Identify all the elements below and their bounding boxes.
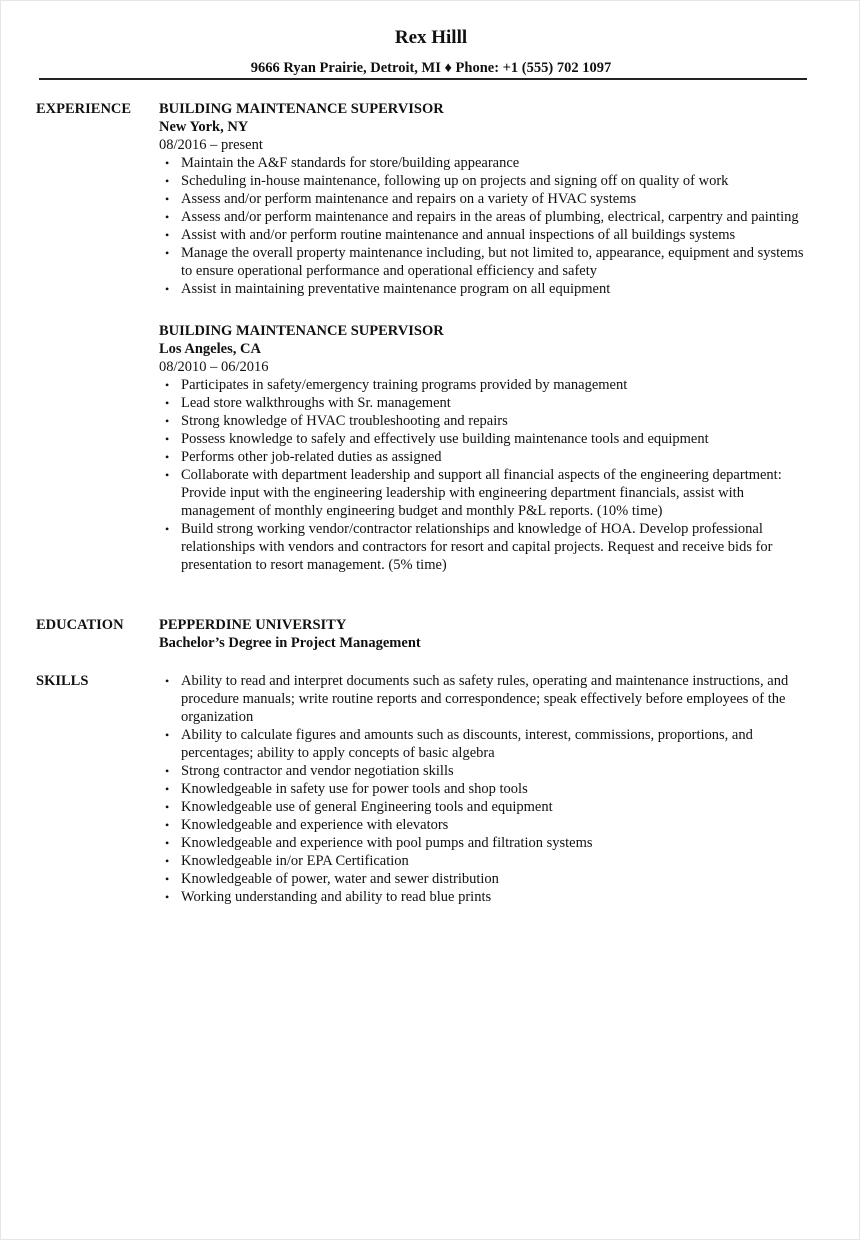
list-item: • Ability to read and interpret documents such as safety rules, operating and maintenance instructions, and procedure manuals; write routine reports and correspondence; speak effectively before employees of the organization [159,672,809,726]
job-bullets [159,376,809,574]
education-body [159,616,809,652]
degree: Bachelor’s Degree in Project Management [159,635,421,651]
list-item: • Possess knowledge to safely and effectively use building maintenance tools and equipment [159,430,809,448]
list-item: • Ability to calculate figures and amounts such as discounts, interest, commissions, proportions, and percentages; ability to apply concepts of basic algebra [159,726,809,762]
job-bullets [159,154,809,298]
skills-list [159,672,809,906]
header-divider [39,78,807,80]
list-item: • Strong knowledge of HVAC troubleshooting and repairs [159,412,809,430]
list-item: • Maintain the A&F standards for store/building appearance [159,154,809,172]
school-name: PEPPERDINE UNIVERSITY [159,617,347,633]
job-entry [159,100,809,298]
list-item: • Knowledgeable in safety use for power tools and shop tools [159,780,809,798]
skills-heading: SKILLS [36,673,89,689]
list-item: • Assist in maintaining preventative maintenance program on all equipment [159,280,809,298]
job-title: BUILDING MAINTENANCE SUPERVISOR [159,101,444,117]
experience-body [159,100,809,574]
job-dates: 08/2016 – present [159,137,263,153]
list-item: • Assist with and/or perform routine maintenance and annual inspections of all buildings systems [159,226,809,244]
list-item: • Manage the overall property maintenance including, but not limited to, appearance, equipment and systems to ensure operational performance and operational efficiency and safety [159,244,809,280]
list-item: • Performs other job-related duties as assigned [159,448,809,466]
education-heading: EDUCATION [36,617,124,633]
list-item: • Working understanding and ability to read blue prints [159,888,809,906]
job-location: Los Angeles, CA [159,341,261,357]
list-item: • Strong contractor and vendor negotiation skills [159,762,809,780]
list-item: • Build strong working vendor/contractor relationships and knowledge of HOA. Develop professional relationships with vendors and contractors for resort and capital projects. Request and receive bids for presentation to resort management. (5% time) [159,520,809,574]
job-entry [159,322,809,574]
list-item: • Assess and/or perform maintenance and repairs in the areas of plumbing, electrical, carpentry and painting [159,208,809,226]
list-item: • Knowledgeable in/or EPA Certification [159,852,809,870]
list-item: • Knowledgeable and experience with pool pumps and filtration systems [159,834,809,852]
candidate-name: Rex Hilll [394,27,468,48]
list-item: • Assess and/or perform maintenance and repairs on a variety of HVAC systems [159,190,809,208]
list-item: • Lead store walkthroughs with Sr. management [159,394,809,412]
list-item: • Knowledgeable of power, water and sewer distribution [159,870,809,888]
skills-body [159,672,809,906]
job-location: New York, NY [159,119,249,135]
job-dates: 08/2010 – 06/2016 [159,359,269,375]
list-item: • Collaborate with department leadership and support all financial aspects of the engineering department: Provide input with the engineering leadership with engineering department financials, assist with management of monthly engineering budget and monthly P&L reports. (10% time) [159,466,809,520]
experience-heading: EXPERIENCE [36,101,132,117]
list-item: • Participates in safety/emergency training programs provided by management [159,376,809,394]
list-item: • Scheduling in-house maintenance, following up on projects and signing off on quality of work [159,172,809,190]
list-item: • Knowledgeable and experience with elevators [159,816,809,834]
list-item: • Knowledgeable use of general Engineering tools and equipment [159,798,809,816]
job-title: BUILDING MAINTENANCE SUPERVISOR [159,323,444,339]
contact-line: 9666 Ryan Prairie, Detroit, MI ♦ Phone: +1 (555) 702 1097 [250,60,612,76]
